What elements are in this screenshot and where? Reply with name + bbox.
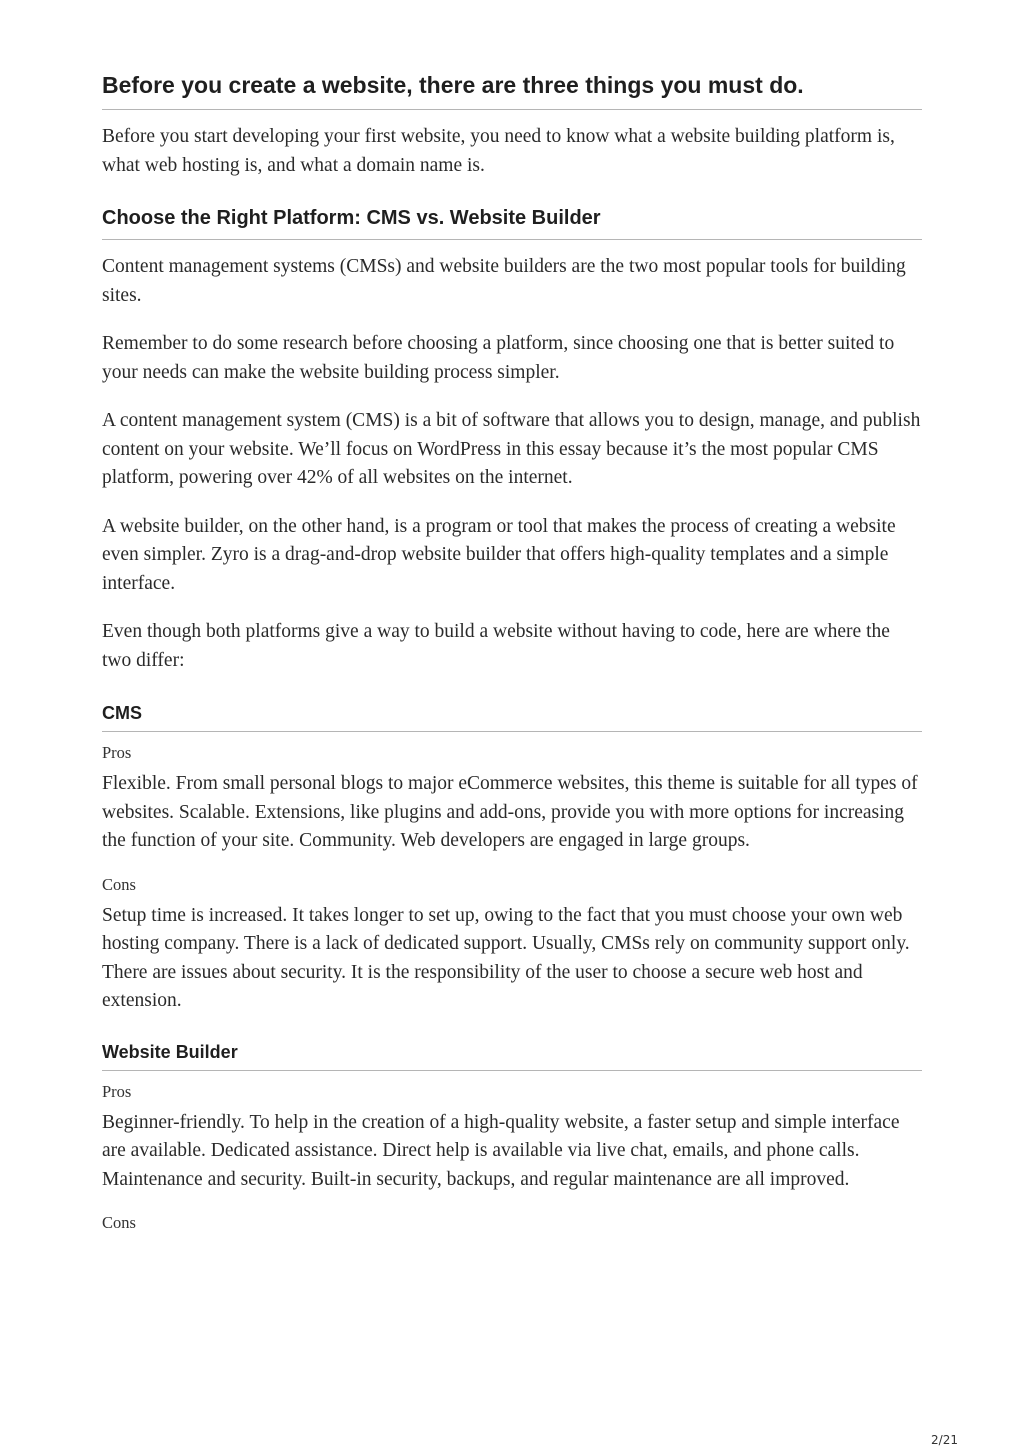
section-heading-cms: CMS (102, 701, 922, 732)
paragraph: Remember to do some research before choosing a platform, since choosing one that is better suited to your needs can make the website building process simpler. (102, 333, 895, 383)
cons-label: Cons (102, 1213, 136, 1232)
section-heading-website-builder: Website Builder (102, 1040, 922, 1071)
cms-cons-paragraph: Setup time is increased. It takes longer to set up, owing to the fact that you must choose your own web hosting company. There is a lack of dedicated support. Usually, CMSs rely on community support only. There are issues about security. It is the responsibility of the user to choose a secure web host and extension. (102, 904, 910, 1011)
intro-paragraph: Before you start developing your first website, you need to know what a website building platform is, what web hosting is, and what a domain name is. (102, 126, 895, 176)
cons-label: Cons (102, 874, 136, 894)
paragraph: Even though both platforms give a way to build a website without having to code, here are where the two differ: (102, 621, 890, 671)
page-number: 2/21 (931, 1433, 958, 1447)
paragraph: Content management systems (CMSs) and website builders are the two most popular tools for building sites. (102, 256, 906, 306)
builder-pros-paragraph: Beginner-friendly. To help in the creation of a high-quality website, a faster setup and simple interface are available. Dedicated assistance. Direct help is available via live chat, emails, and phone calls. Maintenance and security. Built-in security, backups, and regular maintenance are all improved. (102, 1111, 900, 1190)
page-title: Before you create a website, there are three things you must do. (102, 70, 922, 110)
cms-pros-paragraph: Flexible. From small personal blogs to major eCommerce websites, this theme is suitable for all types of websites. Scalable. Extensions, like plugins and add-ons, provide you with more options for increasing the function of your site. Community. Web developers are engaged in large groups. (102, 773, 918, 851)
paragraph: A website builder, on the other hand, is a program or tool that makes the process of creating a website even simpler. Zyro is a drag-and-drop website builder that offers high-quality templates and a simple interface. (102, 515, 896, 594)
document-body (102, 70, 922, 1234)
pros-label: Pros (102, 743, 132, 762)
section-heading-platform: Choose the Right Platform: CMS vs. Website Builder (102, 204, 922, 240)
paragraph: A content management system (CMS) is a bit of software that allows you to design, manage, and publish content on your website. We’ll focus on WordPress in this essay because it’s the most popular CMS platform, powering over 42% of all websites on the internet. (102, 410, 921, 488)
pros-label: Pros (102, 1081, 132, 1101)
